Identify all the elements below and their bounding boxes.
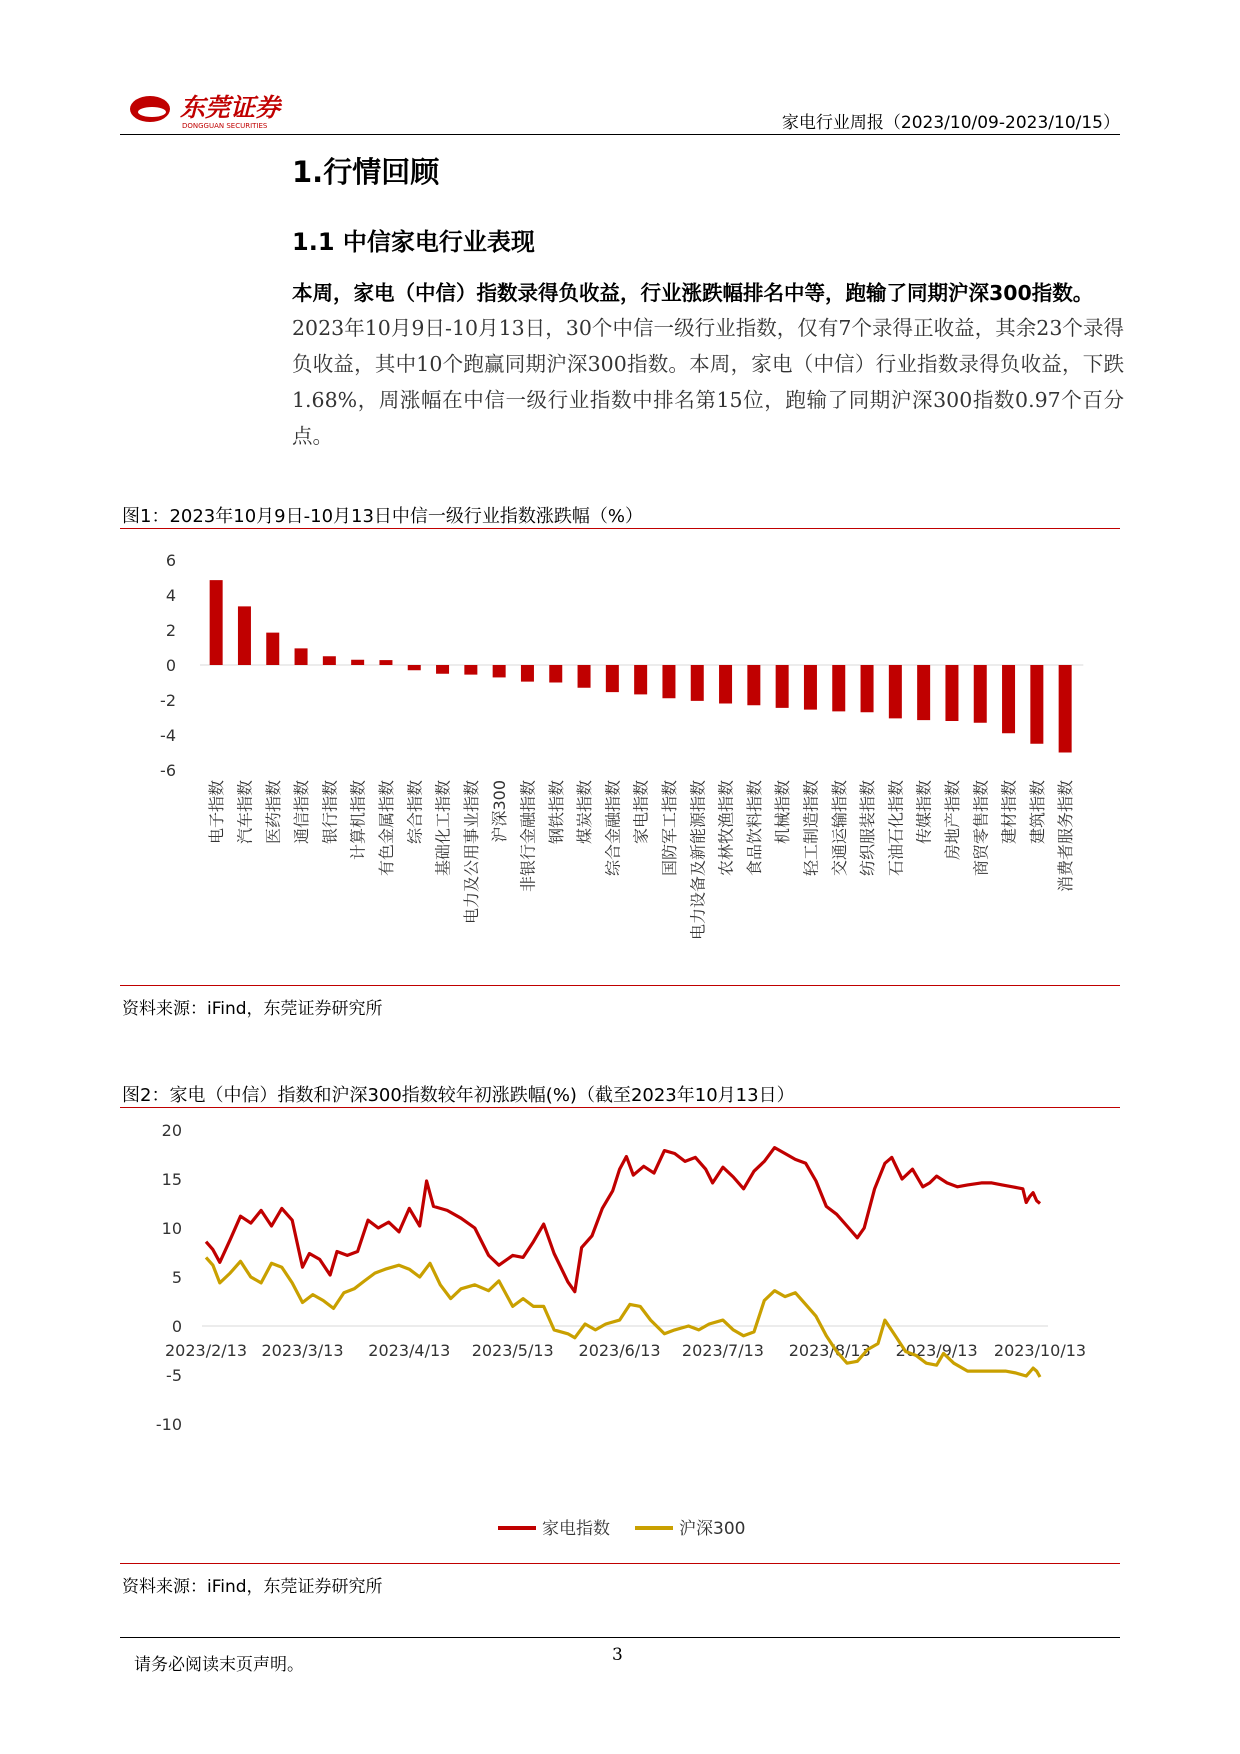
bar: [464, 665, 477, 675]
x-tick-label: 传媒指数: [914, 780, 934, 845]
series-line: [206, 1148, 1040, 1292]
figure1-bottom-rule: [120, 985, 1120, 986]
bar: [295, 648, 308, 665]
y-tick-label: -6: [160, 761, 176, 780]
y-tick-label: 2: [165, 621, 176, 640]
logo-name: 东莞证券: [180, 93, 281, 122]
bar: [861, 665, 874, 712]
x-tick-label: 非银行金融指数: [518, 780, 538, 893]
bar: [351, 660, 364, 665]
bar: [804, 665, 817, 710]
x-tick-label: 基础化工指数: [433, 780, 453, 877]
bar: [747, 665, 760, 705]
figure1-source: 资料来源：iFind，东莞证券研究所: [122, 999, 383, 1019]
x-tick-label: 建材指数: [999, 780, 1019, 845]
x-tick-label: 机械指数: [773, 780, 793, 845]
x-tick-label: 电子指数: [207, 780, 227, 845]
x-tick-label: 纺织服装指数: [858, 780, 878, 877]
header-divider: [120, 134, 1120, 135]
y-tick-label: 15: [161, 1170, 182, 1189]
ytd-line-chart: [120, 1115, 1120, 1555]
bar: [1002, 665, 1015, 733]
y-tick-label: -5: [166, 1366, 182, 1385]
x-tick-label: 2023/8/13: [788, 1341, 871, 1360]
bar: [521, 665, 534, 682]
x-tick-label: 沪深300: [490, 780, 510, 843]
bar: [606, 665, 619, 692]
y-tick-label: 6: [165, 551, 176, 570]
bar: [408, 665, 421, 670]
lead-text: 本周，家电（中信）指数录得负收益，行业涨跌幅排名中等，跑输了同期沪深300指数。: [292, 281, 1094, 305]
x-tick-label: 电力设备及新能源指数: [688, 780, 708, 941]
bar: [634, 665, 647, 694]
bar: [578, 665, 591, 688]
figure2-title: 图2：家电（中信）指数和沪深300指数较年初涨跌幅(%)（截至2023年10月13日）: [122, 1085, 795, 1106]
bar: [719, 665, 732, 704]
y-tick-label: -4: [160, 726, 176, 745]
bar: [832, 665, 845, 711]
x-tick-label: 农林牧渔指数: [716, 780, 736, 877]
y-tick-label: 5: [171, 1268, 182, 1287]
bar: [238, 606, 251, 665]
x-tick-label: 商贸零售指数: [971, 780, 991, 877]
x-tick-label: 综合金融指数: [603, 780, 623, 877]
bar: [210, 580, 223, 665]
x-tick-label: 家电指数: [631, 780, 651, 845]
bar: [889, 665, 902, 718]
bar: [379, 660, 392, 665]
x-tick-label: 房地产指数: [942, 780, 962, 861]
bar: [945, 665, 958, 721]
dongguan-securities-logo: [128, 90, 358, 130]
bar: [1059, 665, 1072, 753]
page-number: 3: [612, 1645, 623, 1665]
x-tick-label: 综合指数: [405, 780, 425, 845]
x-tick-label: 石油石化指数: [886, 780, 906, 877]
x-tick-label: 消费者服务指数: [1056, 780, 1076, 893]
figure2-bottom-rule: [120, 1563, 1120, 1564]
footer-disclaimer: 请务必阅读末页声明。: [134, 1655, 304, 1675]
bar: [974, 665, 987, 723]
y-tick-label: 10: [161, 1219, 182, 1238]
y-tick-label: 20: [161, 1121, 182, 1140]
legend-label: 沪深300: [679, 1519, 746, 1539]
x-tick-label: 交通运输指数: [829, 780, 849, 877]
logo-subtitle: DONGGUAN SECURITIES: [182, 122, 268, 130]
legend-item: [635, 1519, 745, 1539]
x-tick-label: 银行指数: [320, 780, 340, 845]
report-title: 家电行业周报（2023/10/09-2023/10/15）: [781, 113, 1120, 133]
x-tick-label: 2023/4/13: [368, 1341, 451, 1360]
footer-divider: [120, 1637, 1120, 1638]
x-tick-label: 2023/2/13: [164, 1341, 248, 1360]
x-tick-label: 2023/3/13: [261, 1341, 344, 1360]
x-tick-label: 2023/9/13: [895, 1341, 978, 1360]
x-tick-label: 2023/6/13: [578, 1341, 661, 1360]
bar: [691, 665, 704, 701]
x-tick-label: 2023/5/13: [471, 1341, 554, 1360]
y-tick-label: 4: [165, 586, 176, 605]
bar: [323, 656, 336, 665]
figure2-source: 资料来源：iFind，东莞证券研究所: [122, 1577, 383, 1597]
figure2-top-rule: [120, 1107, 1120, 1108]
x-tick-label: 轻工制造指数: [801, 780, 821, 877]
y-tick-label: -10: [155, 1415, 182, 1434]
legend-label: 家电指数: [542, 1519, 610, 1539]
x-tick-label: 汽车指数: [235, 780, 255, 845]
y-tick-label: 0: [171, 1317, 182, 1336]
bar: [662, 665, 675, 698]
bar: [549, 665, 562, 683]
legend-item: [498, 1519, 610, 1539]
body-paragraph: 2023年10月9日-10月13日，30个中信一级行业指数，仅有7个录得正收益，其余23个录得负收益，其中10个跑赢同期沪深300指数。本周，家电（中信）行业指数录得负收益，下跌1.68%，周涨幅在中信一级行业指数中排名第15位，跑输了同期沪深300指数0.97个百分点。: [292, 316, 1124, 448]
industry-bar-chart: [120, 540, 1120, 980]
bar: [776, 665, 789, 708]
y-tick-label: -2: [160, 691, 176, 710]
bar: [917, 665, 930, 720]
bar: [493, 665, 506, 677]
y-tick-label: 0: [165, 656, 176, 675]
x-tick-label: 医药指数: [263, 780, 283, 845]
x-tick-label: 2023/7/13: [681, 1341, 764, 1360]
x-tick-label: 钢铁指数: [546, 780, 566, 845]
figure1-title: 图1：2023年10月9日-10月13日中信一级行业指数涨跌幅（%）: [122, 506, 644, 527]
figure1-top-rule: [120, 528, 1120, 529]
x-tick-label: 建筑指数: [1027, 780, 1047, 845]
x-tick-label: 计算机指数: [348, 780, 368, 861]
bar: [436, 665, 449, 674]
bar: [266, 633, 279, 665]
x-tick-label: 有色金属指数: [376, 780, 396, 877]
section-title: 1.行情回顾: [292, 155, 440, 189]
subsection-title: 1.1 中信家电行业表现: [292, 228, 535, 256]
x-tick-label: 煤炭指数: [575, 780, 595, 845]
x-tick-label: 2023/10/13: [993, 1341, 1087, 1360]
x-tick-label: 通信指数: [292, 780, 312, 845]
x-tick-label: 电力及公用事业指数: [461, 780, 481, 925]
bar: [1030, 665, 1043, 744]
x-tick-label: 国防军工指数: [659, 780, 679, 877]
x-tick-label: 食品饮料指数: [744, 780, 764, 877]
